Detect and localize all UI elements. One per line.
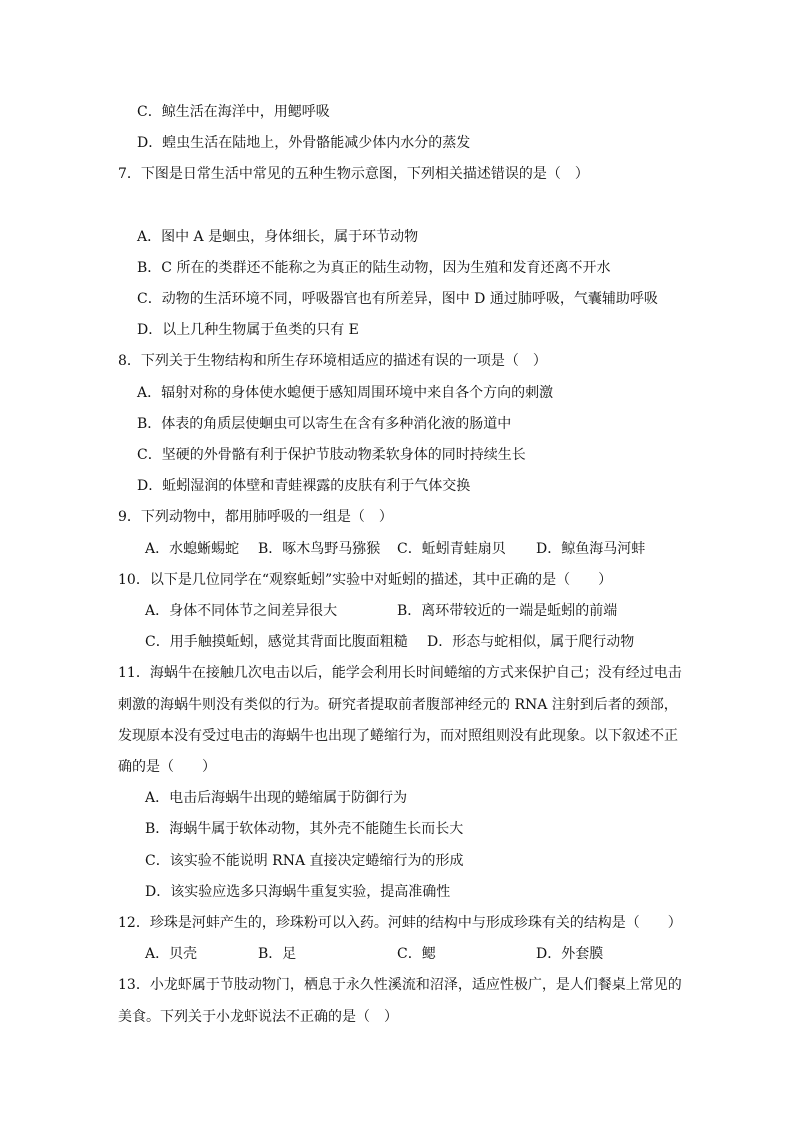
question-10: 10．以下是几位同学在“观察蚯蚓”实验中对蚯蚓的描述，其中正确的是（ ） [118,572,613,588]
q11-option-a: A．电击后海蜗牛出现的蜷缩属于防御行为 [145,790,408,806]
q7-option-d: D．以上几种生物属于鱼类的只有 E [137,322,359,338]
q11-option-b: B．海蜗牛属于软体动物，其外壳不能随生长而长大 [145,821,464,837]
q10-option-d: D．形态与蛇相似，属于爬行动物 [427,634,635,650]
q6-option-d: D．蝗虫生活在陆地上，外骨骼能减少体内水分的蒸发 [137,135,471,151]
q12-option-b: B．足 [258,946,297,962]
q11-option-c: C．该实验不能说明 RNA 直接决定蜷缩行为的形成 [145,853,464,869]
q6-option-c: C．鲸生活在海洋中，用鳃呼吸 [137,104,330,120]
question-8: 8．下列关于生物结构和所生存环境相适应的描述有误的一项是（ ） [118,353,547,369]
question-13-line-2: 美食。下列关于小龙虾说法不正确的是（ ） [118,1009,398,1025]
q7-option-b: B．C 所在的类群还不能称之为真正的陆生动物，因为生殖和发育还离不开水 [137,260,611,276]
q7-option-c: C．动物的生活环境不同，呼吸器官也有所差异，图中 D 通过肺呼吸，气囊辅助呼吸 [137,291,658,307]
q9-option-c: C．蚯蚓青蛙扇贝 [397,541,506,557]
q8-option-a: A．辐射对称的身体使水螅便于感知周围环境中来自各个方向的刺激 [137,385,554,401]
question-11-line-1: 11．海蜗牛在接触几次电击以后，能学会利用长时间蜷缩的方式来保护自己；没有经过电击 [118,665,682,681]
q10-option-c: C．用手触摸蚯蚓，感觉其背面比腹面粗糙 [145,634,408,650]
question-11-line-2: 刺激的海蜗牛则没有类似的行为。研究者提取前者腹部神经元的 RNA 注射到后者的颈部， [118,697,678,713]
q8-option-b: B．体表的角质层使蛔虫可以寄生在含有多种消化液的肠道中 [137,416,512,432]
question-7: 7．下图是日常生活中常见的五种生物示意图，下列相关描述错误的是（ ） [118,166,589,182]
question-12: 12．珍珠是河蚌产生的，珍珠粉可以入药。河蚌的结构中与形成珍珠有关的结构是（ ） [118,915,682,931]
q10-option-a: A．身体不同体节之间差异很大 [145,603,338,619]
q12-option-c: C．鳃 [397,946,436,962]
q12-option-d: D．外套膜 [536,946,604,962]
q12-option-a: A．贝壳 [145,946,198,962]
q9-option-d: D．鲸鱼海马河蚌 [536,541,646,557]
q11-option-d: D．该实验应选多只海蜗牛重复实验，提高准确性 [145,884,451,900]
q9-option-b: B．啄木鸟野马猕猴 [258,541,381,557]
q8-option-d: D．蚯蚓湿润的体壁和青蛙裸露的皮肤有利于气体交换 [137,478,471,494]
q7-option-a: A．图中 A 是蛔虫，身体细长，属于环节动物 [137,229,419,245]
q9-option-a: A．水螅蜥蜴蛇 [145,541,240,557]
question-11-line-3: 发现原本没有受过电击的海蜗牛也出现了蜷缩行为，而对照组则没有此现象。以下叙述不正 [118,728,678,744]
question-11-line-4: 确的是（ ） [118,759,216,775]
q10-option-b: B．离环带较近的一端是蚯蚓的前端 [397,603,618,619]
question-13-line-1: 13．小龙虾属于节肢动物门，栖息于永久性溪流和沼泽，适应性极广，是人们餐桌上常见的 [118,977,682,993]
q8-option-c: C．坚硬的外骨骼有利于保护节肢动物柔软身体的同时持续生长 [137,447,526,463]
question-9: 9．下列动物中，都用肺呼吸的一组是（ ） [118,509,393,525]
